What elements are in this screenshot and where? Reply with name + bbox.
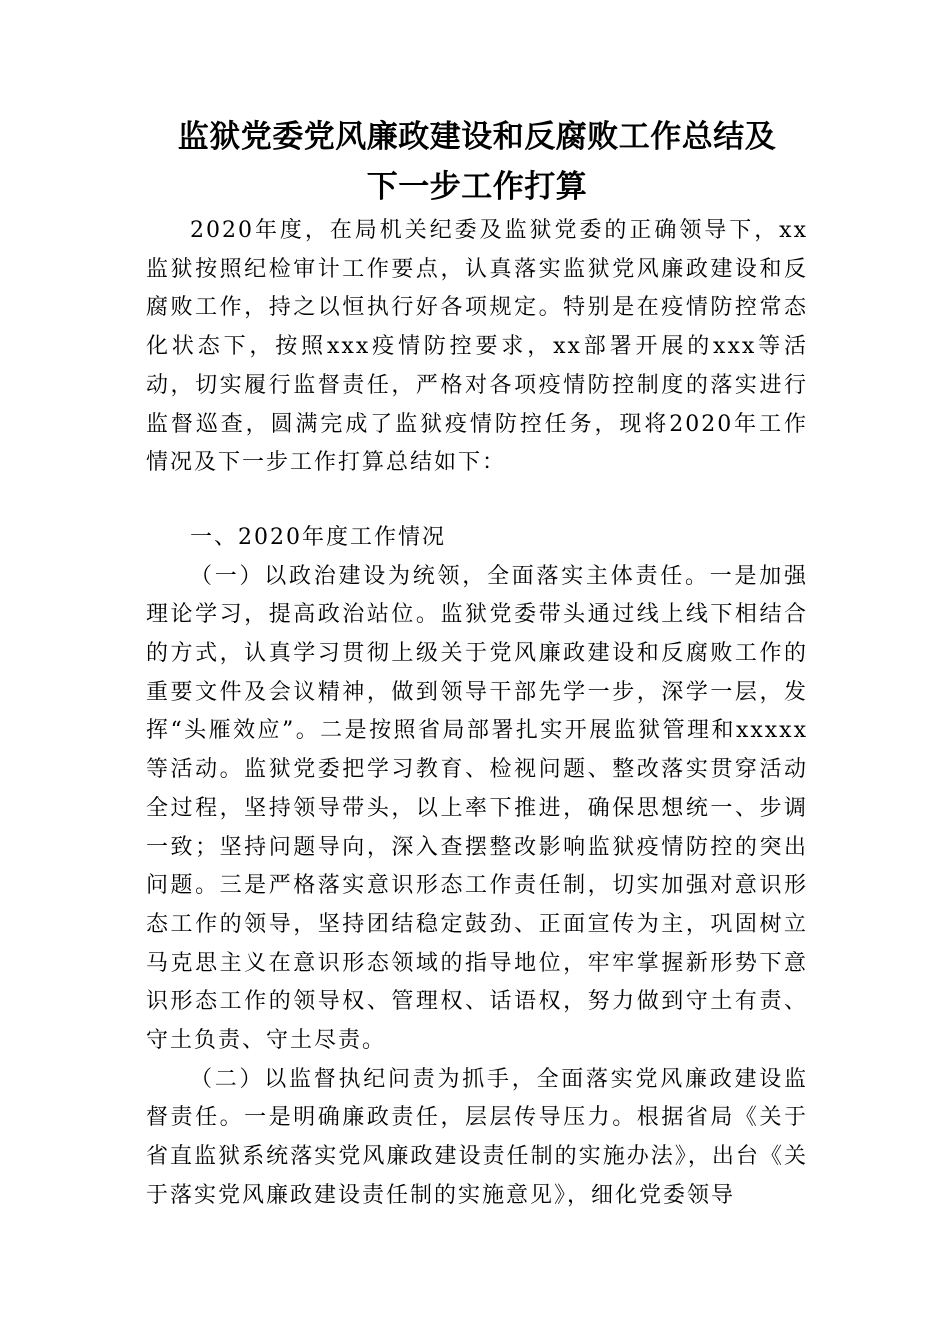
document-page [146,112,808,1216]
document-title [146,112,808,212]
body-paragraph-2: （二）以监督执纪问责为抓手，全面落实党风廉政建设监督责任。一是明确廉政责任，层层传导压力。根据省局《关于省直监狱系统落实党风廉政建设责任制的实施办法》，出台《关于落实党风廉政建设责任制的实施意见》，细化党委领导 [146,1066,808,1208]
intro-paragraph: 2020年度，在局机关纪委及监狱党委的正确领导下，xx监狱按照纪检审计工作要点，认真落实监狱党风廉政建设和反腐败工作，持之以恒执行好各项规定。特别是在疫情防控常态化状态下，按照xxx疫情防控要求，xx部署开展的xxx等活动，切实履行监督责任，严格对各项疫情防控制度的落实进行监督巡查，圆满完成了监狱疫情防控任务，现将2020年工作情况及下一步工作打算总结如下： [146,218,808,476]
title-line-1: 监狱党委党风廉政建设和反腐败工作总结及 [177,119,777,155]
body-paragraph-1: （一）以政治建设为统领，全面落实主体责任。一是加强理论学习，提高政治站位。监狱党委带头通过线上线下相结合的方式，认真学习贯彻上级关于党风廉政建设和反腐败工作的重要文件及会议精神，做到领导干部先学一步，深学一层，发挥“头雁效应”。二是按照省局部署扎实开展监狱管理和xxxxx等活动。监狱党委把学习教育、检视问题、整改落实贯穿活动全过程，坚持领导带头，以上率下推进，确保思想统一、步调一致；坚持问题导向，深入查摆整改影响监狱疫情防控的突出问题。三是严格落实意识形态工作责任制，切实加强对意识形态工作的领导，坚持团结稳定鼓劲、正面宣传为主，巩固树立马克思主义在意识形态领域的指导地位，牢牢掌握新形势下意识形态工作的领导权、管理权、话语权，努力做到守土有责、守土负责、守土尽责。 [146,563,808,1054]
section-heading: 一、2020年度工作情况 [190,524,446,550]
paragraph-gap [146,483,808,519]
title-line-2: 下一步工作打算 [366,169,588,205]
